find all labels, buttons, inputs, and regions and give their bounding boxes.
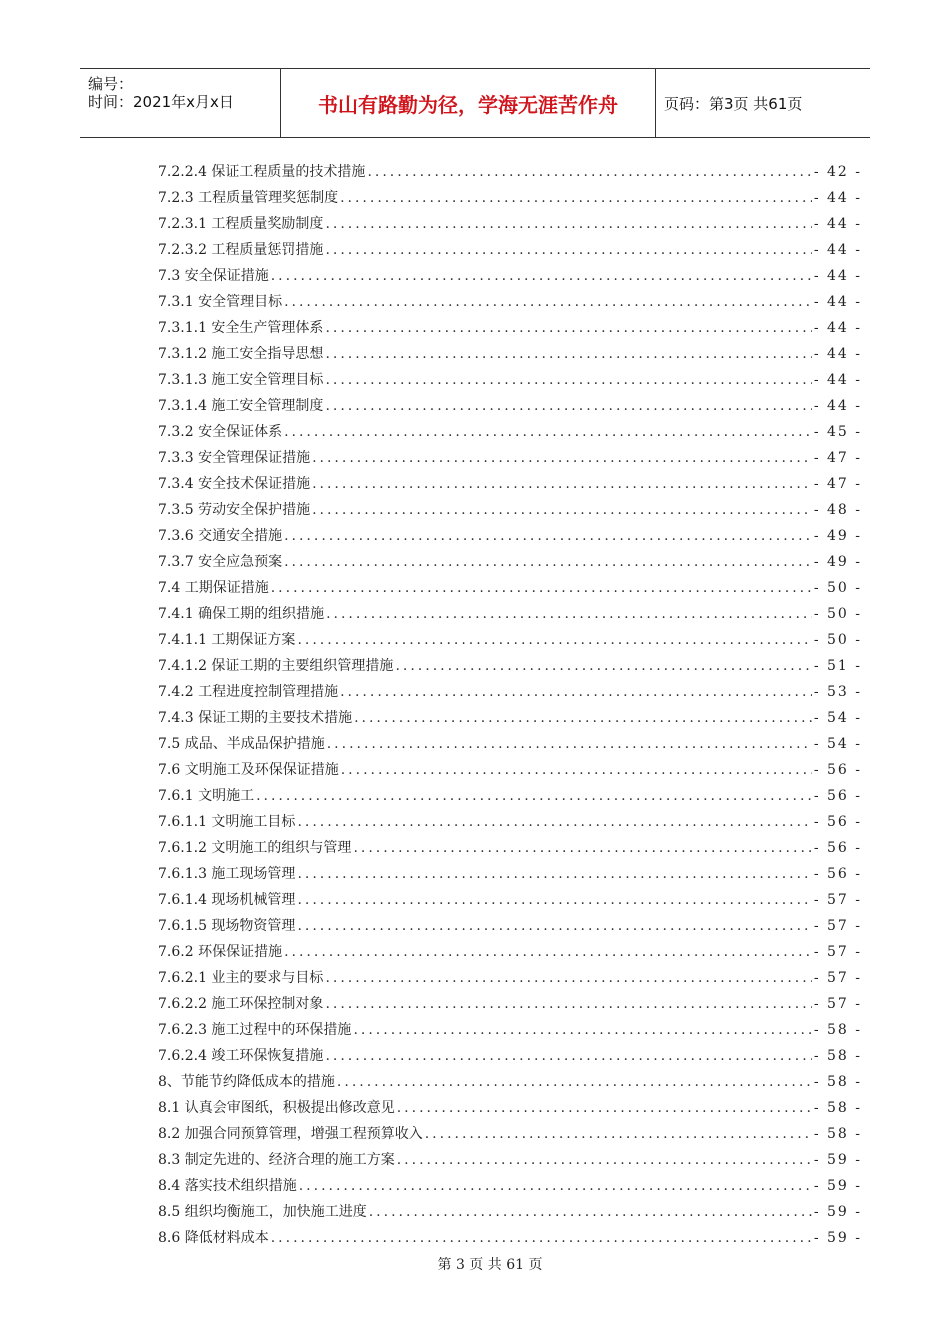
header-meta — [80, 69, 280, 137]
toc-entry-page: - 59 - — [813, 1230, 862, 1246]
toc-entry[interactable] — [158, 1199, 862, 1225]
toc-entry-page: - 58 - — [813, 1022, 862, 1038]
toc-entry[interactable] — [158, 185, 862, 211]
toc-entry[interactable] — [158, 861, 862, 887]
toc-entry[interactable] — [158, 1043, 862, 1069]
toc-entry[interactable] — [158, 575, 862, 601]
toc-dot-leader — [327, 731, 812, 757]
toc-entry[interactable] — [158, 549, 862, 575]
toc-dot-leader — [326, 601, 812, 627]
toc-dot-leader — [297, 627, 811, 653]
toc-entry[interactable] — [158, 341, 862, 367]
toc-dot-leader — [397, 1147, 812, 1173]
toc-dot-leader — [284, 939, 812, 965]
toc-entry-page: - 56 - — [813, 814, 862, 830]
toc-entry[interactable] — [158, 1173, 862, 1199]
toc-entry[interactable] — [158, 965, 862, 991]
toc-entry-page: - 45 - — [813, 424, 862, 440]
toc-entry[interactable] — [158, 627, 862, 653]
toc-entry-title: 8.6 降低材料成本 — [158, 1230, 269, 1246]
toc-entry-page: - 57 - — [813, 918, 862, 934]
toc-dot-leader — [340, 679, 812, 705]
toc-entry-page: - 42 - — [813, 164, 862, 180]
toc-entry-page: - 56 - — [813, 762, 862, 778]
toc-entry-title: 8、节能节约降低成本的措施 — [158, 1074, 335, 1090]
toc-dot-leader — [353, 835, 811, 861]
toc-entry-title: 7.3.1.3 施工安全管理目标 — [158, 372, 324, 388]
page-footer: 第 3 页 共 61 页 — [437, 1257, 543, 1273]
toc-entry-title: 7.6.1.1 文明施工目标 — [158, 814, 296, 830]
toc-entry-title: 7.5 成品、半成品保护措施 — [158, 736, 325, 752]
toc-entry[interactable] — [158, 601, 862, 627]
toc-entry-page: - 49 - — [813, 554, 862, 570]
toc-entry[interactable] — [158, 367, 862, 393]
toc-entry-title: 7.3.6 交通安全措施 — [158, 528, 283, 544]
toc-entry-title: 7.6.1.4 现场机械管理 — [158, 892, 296, 908]
toc-dot-leader — [284, 549, 812, 575]
toc-entry[interactable] — [158, 1069, 862, 1095]
toc-entry-title: 7.4.3 保证工期的主要技术措施 — [158, 710, 353, 726]
toc-entry-title: 7.6.2.4 竣工环保恢复措施 — [158, 1048, 324, 1064]
toc-entry-title: 7.6.2.2 施工环保控制对象 — [158, 996, 324, 1012]
toc-dot-leader — [297, 809, 811, 835]
toc-entry-page: - 51 - — [813, 658, 862, 674]
toc-dot-leader — [284, 289, 812, 315]
toc-entry-page: - 44 - — [813, 242, 862, 258]
toc-entry-page: - 53 - — [813, 684, 862, 700]
toc-entry-page: - 50 - — [813, 632, 862, 648]
toc-dot-leader — [397, 1095, 812, 1121]
header-motto: 书山有路勤为径，学海无涯苦作舟 — [318, 92, 618, 117]
toc-entry-page: - 57 - — [813, 944, 862, 960]
toc-entry[interactable] — [158, 445, 862, 471]
toc-entry-page: - 54 - — [813, 736, 862, 752]
toc-entry-title: 7.4.2 工程进度控制管理措施 — [158, 684, 339, 700]
toc-entry-page: - 44 - — [813, 398, 862, 414]
toc-entry-page: - 44 - — [813, 372, 862, 388]
toc-entry[interactable] — [158, 731, 862, 757]
toc-entry[interactable] — [158, 783, 862, 809]
toc-entry-title: 7.2.2.4 保证工程质量的技术措施 — [158, 164, 366, 180]
toc-entry-page: - 50 - — [813, 580, 862, 596]
toc-entry-page: - 48 - — [813, 502, 862, 518]
toc-entry[interactable] — [158, 289, 862, 315]
toc-entry[interactable] — [158, 1147, 862, 1173]
toc-dot-leader — [297, 887, 811, 913]
toc-entry-page: - 58 - — [813, 1100, 862, 1116]
toc-dot-leader — [284, 419, 812, 445]
toc-dot-leader — [395, 653, 811, 679]
toc-entry-title: 8.4 落实技术组织措施 — [158, 1178, 297, 1194]
toc-entry-title: 7.3.1.4 施工安全管理制度 — [158, 398, 324, 414]
toc-entry-title: 7.2.3 工程质量管理奖惩制度 — [158, 190, 339, 206]
toc-entry[interactable] — [158, 653, 862, 679]
toc-entry-page: - 56 - — [813, 788, 862, 804]
toc-entry-title: 7.6.2 环保保证措施 — [158, 944, 283, 960]
document-number-label: 编号： — [88, 75, 134, 93]
toc-dot-leader — [312, 471, 812, 497]
toc-entry[interactable] — [158, 497, 862, 523]
toc-entry-page: - 58 - — [813, 1074, 862, 1090]
toc-entry[interactable] — [158, 159, 862, 185]
toc-entry[interactable] — [158, 705, 862, 731]
page-header — [80, 68, 870, 138]
toc-entry-title: 7.6.1 文明施工 — [158, 788, 255, 804]
toc-entry[interactable] — [158, 393, 862, 419]
toc-entry-title: 7.3.5 劳动安全保护措施 — [158, 502, 311, 518]
toc-entry-page: - 44 - — [813, 320, 862, 336]
toc-entry-title: 7.6.1.3 施工现场管理 — [158, 866, 296, 882]
toc-entry-page: - 56 - — [813, 866, 862, 882]
toc-entry-title: 7.4.1 确保工期的组织措施 — [158, 606, 325, 622]
toc-entry[interactable] — [158, 315, 862, 341]
toc-entry-title: 7.3.1.1 安全生产管理体系 — [158, 320, 324, 336]
toc-entry[interactable] — [158, 887, 862, 913]
toc-dot-leader — [353, 1017, 811, 1043]
toc-entry-title: 7.3.2 安全保证体系 — [158, 424, 283, 440]
toc-entry[interactable] — [158, 237, 862, 263]
toc-entry-page: - 44 - — [813, 268, 862, 284]
toc-dot-leader — [325, 237, 811, 263]
header-divider — [655, 69, 656, 137]
toc-dot-leader — [325, 315, 811, 341]
toc-entry-title: 8.3 制定先进的、经济合理的施工方案 — [158, 1152, 395, 1168]
toc-dot-leader — [271, 263, 812, 289]
toc-entry-page: - 47 - — [813, 450, 862, 466]
toc-entry-title: 7.2.3.1 工程质量奖励制度 — [158, 216, 324, 232]
toc-entry-page: - 44 - — [813, 294, 862, 310]
toc-entry[interactable] — [158, 211, 862, 237]
toc-entry[interactable] — [158, 809, 862, 835]
toc-entry-title: 7.3.3 安全管理保证措施 — [158, 450, 311, 466]
toc-entry-title: 7.6.1.5 现场物资管理 — [158, 918, 296, 934]
toc-dot-leader — [312, 445, 812, 471]
toc-entry-page: - 57 - — [813, 996, 862, 1012]
toc-entry-page: - 49 - — [813, 528, 862, 544]
toc-dot-leader — [425, 1121, 812, 1147]
toc-entry[interactable] — [158, 1017, 862, 1043]
toc-dot-leader — [284, 523, 812, 549]
toc-entry-page: - 59 - — [813, 1204, 862, 1220]
document-date-label: 时间：2021年x月x日 — [88, 93, 234, 111]
toc-entry[interactable] — [158, 1121, 862, 1147]
toc-dot-leader — [256, 783, 812, 809]
toc-dot-leader — [325, 1043, 811, 1069]
toc-dot-leader — [325, 991, 811, 1017]
toc-entry-title: 7.4 工期保证措施 — [158, 580, 269, 596]
toc-entry[interactable] — [158, 263, 862, 289]
toc-entry[interactable] — [158, 419, 862, 445]
toc-entry-title: 7.3.4 安全技术保证措施 — [158, 476, 311, 492]
toc-entry[interactable] — [158, 757, 862, 783]
toc-entry-page: - 59 - — [813, 1152, 862, 1168]
toc-dot-leader — [367, 159, 811, 185]
toc-entry-title: 7.6.1.2 文明施工的组织与管理 — [158, 840, 352, 856]
toc-entry-title: 7.6.2.3 施工过程中的环保措施 — [158, 1022, 352, 1038]
toc-entry-page: - 59 - — [813, 1178, 862, 1194]
toc-dot-leader — [354, 705, 812, 731]
toc-entry-page: - 58 - — [813, 1048, 862, 1064]
toc-entry[interactable] — [158, 471, 862, 497]
toc-dot-leader — [271, 1225, 812, 1251]
toc-dot-leader — [299, 1173, 812, 1199]
toc-dot-leader — [337, 1069, 812, 1095]
toc-entry-title: 7.4.1.1 工期保证方案 — [158, 632, 296, 648]
toc-dot-leader — [297, 913, 811, 939]
toc-entry[interactable] — [158, 1225, 862, 1251]
toc-entry-page: - 47 - — [813, 476, 862, 492]
toc-entry-title: 7.6.2.1 业主的要求与目标 — [158, 970, 324, 986]
toc-entry-page: - 44 - — [813, 346, 862, 362]
toc-dot-leader — [271, 575, 812, 601]
toc-entry-title: 7.3.7 安全应急预案 — [158, 554, 283, 570]
toc-entry-page: - 44 - — [813, 216, 862, 232]
toc-dot-leader — [325, 965, 811, 991]
toc-dot-leader — [325, 211, 811, 237]
toc-entry-title: 8.5 组织均衡施工，加快施工进度 — [158, 1204, 367, 1220]
toc-entry[interactable] — [158, 913, 862, 939]
toc-entry-title: 7.6 文明施工及环保保证措施 — [158, 762, 339, 778]
toc-dot-leader — [325, 341, 811, 367]
toc-dot-leader — [341, 757, 812, 783]
toc-entry-title: 7.2.3.2 工程质量惩罚措施 — [158, 242, 324, 258]
toc-dot-leader — [325, 393, 811, 419]
header-page-info: 页码：第3页 共61页 — [664, 94, 803, 113]
toc-entry-page: - 50 - — [813, 606, 862, 622]
toc-entry[interactable] — [158, 939, 862, 965]
toc-entry-page: - 56 - — [813, 840, 862, 856]
toc-dot-leader — [297, 861, 811, 887]
toc-entry[interactable] — [158, 991, 862, 1017]
toc-entry-title: 7.3.1.2 施工安全指导思想 — [158, 346, 324, 362]
toc-dot-leader — [325, 367, 811, 393]
toc-dot-leader — [369, 1199, 812, 1225]
toc-entry-page: - 44 - — [813, 190, 862, 206]
table-of-contents — [158, 159, 862, 1251]
toc-entry-page: - 57 - — [813, 892, 862, 908]
toc-entry[interactable] — [158, 679, 862, 705]
toc-entry-title: 8.2 加强合同预算管理，增强工程预算收入 — [158, 1126, 423, 1142]
toc-entry[interactable] — [158, 835, 862, 861]
toc-dot-leader — [312, 497, 812, 523]
toc-entry-page: - 57 - — [813, 970, 862, 986]
toc-dot-leader — [340, 185, 812, 211]
toc-entry-title: 7.3 安全保证措施 — [158, 268, 269, 284]
toc-entry-title: 7.4.1.2 保证工期的主要组织管理措施 — [158, 658, 394, 674]
toc-entry-title: 8.1 认真会审图纸，积极提出修改意见 — [158, 1100, 395, 1116]
toc-entry[interactable] — [158, 523, 862, 549]
toc-entry[interactable] — [158, 1095, 862, 1121]
toc-entry-page: - 54 - — [813, 710, 862, 726]
toc-entry-page: - 58 - — [813, 1126, 862, 1142]
toc-entry-title: 7.3.1 安全管理目标 — [158, 294, 283, 310]
